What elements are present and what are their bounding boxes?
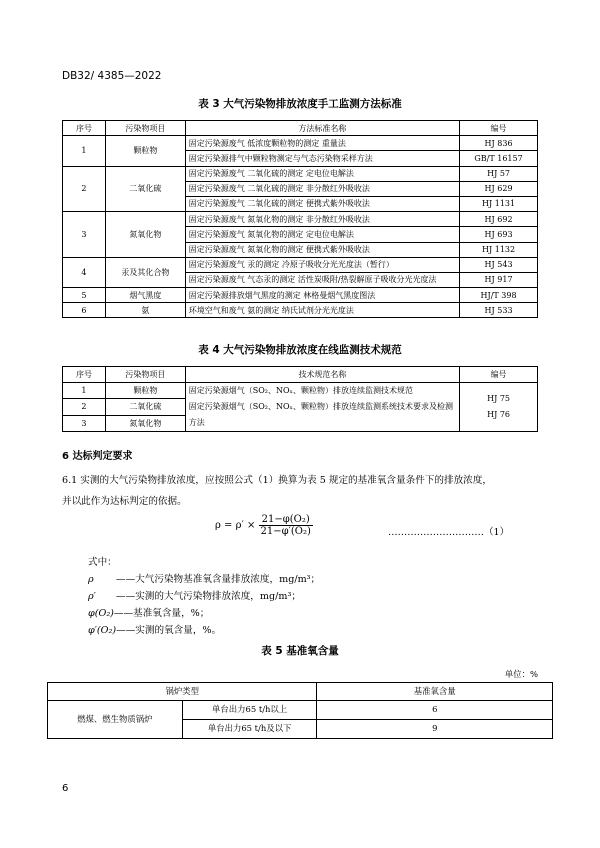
t3-row: [63, 288, 538, 303]
t3-method: 固定污染源废气 氮氧化物的测定 便携式紫外吸收法: [185, 242, 459, 257]
para-line-1: 6.1 实测的大气污染物排放浓度，应按照公式（1）换算为表 5 规定的基准氧含量条件下的排放浓度，: [62, 475, 492, 486]
t3-header-no: 序号: [63, 121, 106, 136]
t3-code: HJ 57: [460, 166, 538, 181]
t3-row-item: 二氧化硫: [105, 166, 185, 212]
t3-row-item: 汞及其化合物: [105, 257, 185, 287]
t4-row-item: 二氧化硫: [105, 399, 185, 415]
t3-method: 固定污染源废气 气态汞的测定 活性炭吸附/热裂解原子吸收分光光度法: [185, 272, 459, 287]
t3-method: 固定污染源废气 汞的测定 冷原子吸收分光光度法（暂行）: [185, 257, 459, 272]
t3-code: HJ 693: [460, 227, 538, 242]
t3-row-no: 5: [63, 288, 106, 303]
t4-row-no: 2: [63, 399, 106, 415]
t4-spec-cell: [185, 383, 459, 432]
t3-row: [63, 166, 538, 181]
table3: [62, 120, 538, 318]
para-line-2: 并以此作为达标判定的依据。: [62, 496, 187, 507]
t5-category: 燃煤、燃生物质锅炉: [48, 701, 183, 739]
t4-code-1: HJ 75: [487, 394, 511, 403]
table4: [62, 366, 538, 432]
t3-method: 固定污染源废气 低浓度颗粒物的测定 重量法: [185, 136, 459, 151]
t3-code: HJ 1131: [460, 196, 538, 211]
t3-method: 固定污染源废气 氮氧化物的测定 定电位电解法: [185, 227, 459, 242]
t3-row: [63, 212, 538, 227]
def-text: ——实测的大气污染物排放浓度，mg/m³；: [116, 591, 301, 602]
t4-code-2: HJ 76: [487, 410, 511, 419]
t3-method: 固定污染源排放烟气黑度的测定 林格曼烟气黑度图法: [185, 288, 459, 303]
def-sym: ρ′: [88, 591, 96, 602]
t3-code: HJ 543: [460, 257, 538, 272]
t3-code: HJ/T 398: [460, 288, 538, 303]
def-text: ——实测的氧含量，%。: [116, 625, 222, 636]
t3-method: 固定污染源排气中颗粒物测定与气态污染物采样方法: [185, 151, 459, 166]
t3-code: HJ 629: [460, 181, 538, 196]
formula-denominator: 21−φ′(O₂): [260, 526, 311, 537]
table5: [47, 682, 553, 739]
t4-row-item: 颗粒物: [105, 383, 185, 399]
section6-paragraph: [62, 470, 540, 512]
t3-header-method: 方法标准名称: [185, 121, 459, 136]
t4-row-no: 3: [63, 415, 106, 431]
t3-row-item: 颗粒物: [105, 136, 185, 166]
section6-title: 6 达标判定要求: [62, 451, 133, 462]
table5-caption: 表 5 基准氧含量: [261, 645, 339, 657]
t3-code: HJ 836: [460, 136, 538, 151]
table5-unit: 单位：%: [504, 669, 538, 679]
t5-cond: 单台出力65 t/h以上: [182, 701, 317, 720]
t4-header-no: 序号: [63, 367, 106, 383]
def-text: ——基准氧含量，%；: [113, 608, 210, 619]
t5-cond: 单台出力65 t/h及以下: [182, 720, 317, 739]
t3-row-item: 氮氧化物: [105, 212, 185, 258]
t4-spec-1: 固定污染源烟气（SO₂、NOₓ、颗粒物）排放连续监测技术规范: [188, 386, 413, 395]
t4-code-cell: [460, 383, 538, 432]
t4-header-code: 编号: [460, 367, 538, 383]
def-row: [88, 571, 320, 588]
t3-code: HJ 533: [460, 303, 538, 318]
table3-caption: 表 3 大气污染物排放浓度手工监测方法标准: [198, 98, 402, 110]
t3-code: HJ 917: [460, 272, 538, 287]
t3-row-no: 3: [63, 212, 106, 258]
t3-method: 环境空气和废气 氨的测定 纳氏试剂分光光度法: [185, 303, 459, 318]
document-code: DB32/ 4385—2022: [62, 70, 162, 82]
table4-caption: 表 4 大气污染物排放浓度在线监测技术规范: [198, 344, 402, 356]
page-number: 6: [62, 783, 69, 794]
def-text: ——大气污染物基准氧含量排放浓度，mg/m³；: [116, 574, 321, 585]
t3-row: [63, 257, 538, 272]
t5-header-type: 锅炉类型: [48, 683, 317, 701]
t5-header-o2: 基准氧含量: [317, 683, 553, 701]
t3-method: 固定污染源废气 二氧化硫的测定 定电位电解法: [185, 166, 459, 181]
t4-spec-2: 固定污染源烟气（SO₂、NOₓ、颗粒物）排放连续监测系统技术要求及检测方法: [188, 402, 453, 427]
def-sym: ρ: [88, 574, 94, 585]
formula-numerator: 21−φ(O₂): [259, 514, 313, 526]
def-row: [88, 588, 320, 605]
t4-header-spec: 技术规范名称: [185, 367, 459, 383]
t4-row-no: 1: [63, 383, 106, 399]
t3-code: HJ 1132: [460, 242, 538, 257]
formula: [215, 514, 313, 537]
t3-code: HJ 692: [460, 212, 538, 227]
t3-row-no: 1: [63, 136, 106, 166]
t3-method: 固定污染源废气 氮氧化物的测定 非分散红外吸收法: [185, 212, 459, 227]
t3-row-item: 烟气黑度: [105, 288, 185, 303]
t3-row-no: 4: [63, 257, 106, 287]
t3-row: [63, 303, 538, 318]
t3-row-no: 6: [63, 303, 106, 318]
formula-fraction: [259, 514, 313, 537]
t5-value: 6: [317, 701, 553, 720]
defs-title: 式中：: [88, 557, 117, 568]
t3-method: 固定污染源废气 二氧化硫的测定 便携式紫外吸收法: [185, 196, 459, 211]
t3-row-item: 氨: [105, 303, 185, 318]
t3-code: GB/T 16157: [460, 151, 538, 166]
t3-header-item: 污染物项目: [105, 121, 185, 136]
t3-method: 固定污染源废气 二氧化硫的测定 非分散红外吸收法: [185, 181, 459, 196]
t3-row-no: 2: [63, 166, 106, 212]
formula-lhs: ρ = ρ′ ×: [215, 520, 256, 531]
t4-header-item: 污染物项目: [105, 367, 185, 383]
formula-ref: …………………………（1）: [388, 527, 510, 538]
t3-header-code: 编号: [460, 121, 538, 136]
definitions: [88, 554, 320, 639]
def-row: [88, 605, 320, 622]
t3-row: [63, 136, 538, 151]
t5-value: 9: [317, 720, 553, 739]
t4-row-item: 氮氧化物: [105, 415, 185, 431]
def-sym: φ′(O₂): [88, 625, 117, 636]
def-sym: φ(O₂): [88, 608, 114, 619]
def-row: [88, 622, 320, 639]
